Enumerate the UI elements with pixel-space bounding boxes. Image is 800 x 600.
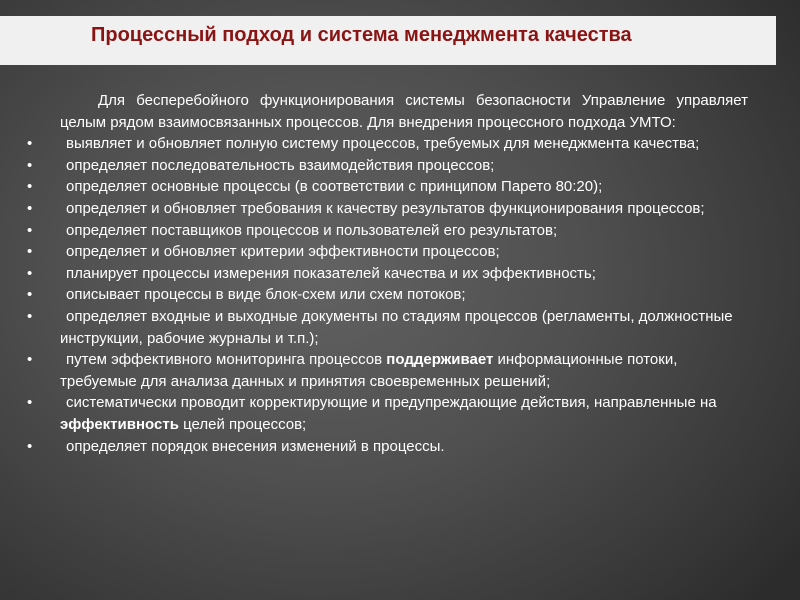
- list-item: • определяет поставщиков процессов и пользователей его результатов;: [36, 220, 748, 242]
- list-item: • систематически проводит корректирующие и предупреждающие действия, направленные на эффективность целей процессов;: [27, 394, 717, 433]
- bullet-icon: •: [27, 199, 33, 217]
- list-item: • выявляет и обновляет полную систему процессов, требуемых для менеджмента качества;: [36, 133, 748, 155]
- list-item: • определяет входные и выходные документы по стадиям процессов (регламенты, должностные инструкции, рабочие журналы и т.п.);: [27, 307, 733, 347]
- title-bar: [0, 16, 776, 65]
- bullet-icon: •: [27, 351, 33, 369]
- bullet-icon: •: [27, 286, 33, 304]
- bullet-icon: •: [27, 156, 33, 174]
- bullet-icon: •: [27, 178, 33, 196]
- bullet-icon: •: [27, 394, 33, 412]
- bullet-icon: •: [27, 264, 33, 282]
- list-item: • определяет и обновляет требования к качеству результатов функционирования процессов;: [36, 198, 748, 220]
- bullet-list: [27, 133, 748, 457]
- bold-emphasis: поддерживает: [386, 351, 494, 369]
- bullet-icon: •: [27, 135, 33, 153]
- list-item: • планирует процессы измерения показателей качества и их эффективность;: [36, 263, 748, 285]
- bullet-icon: •: [27, 221, 33, 239]
- bullet-icon: •: [27, 243, 33, 261]
- list-item: • путем эффективного мониторинга процессов поддерживает информационные потоки, требуемые для анализа данных и принятия своевременных решений;: [27, 351, 678, 390]
- list-item: • определяет основные процессы (в соответствии с принципом Парето 80:20);: [36, 176, 748, 198]
- list-item: • определяет и обновляет критерии эффективности процессов;: [36, 241, 748, 263]
- bullet-icon: •: [27, 307, 33, 325]
- intro-paragraph: Для бесперебойного функционирования системы безопасности Управление управляет целым рядом взаимосвязанных процессов. Для внедрения процессного подхода УМТО:: [60, 92, 748, 131]
- slide-title: Процессный подход и система менеджмента качества: [91, 24, 632, 46]
- list-item: • описывает процессы в виде блок-схем или схем потоков;: [36, 284, 748, 306]
- bold-emphasis: эффективность: [60, 415, 179, 433]
- list-item: • определяет последовательность взаимодействия процессов;: [36, 155, 748, 177]
- slide-content: [27, 90, 748, 457]
- list-item: • определяет порядок внесения изменений в процессы.: [36, 436, 748, 458]
- bullet-icon: •: [27, 437, 33, 455]
